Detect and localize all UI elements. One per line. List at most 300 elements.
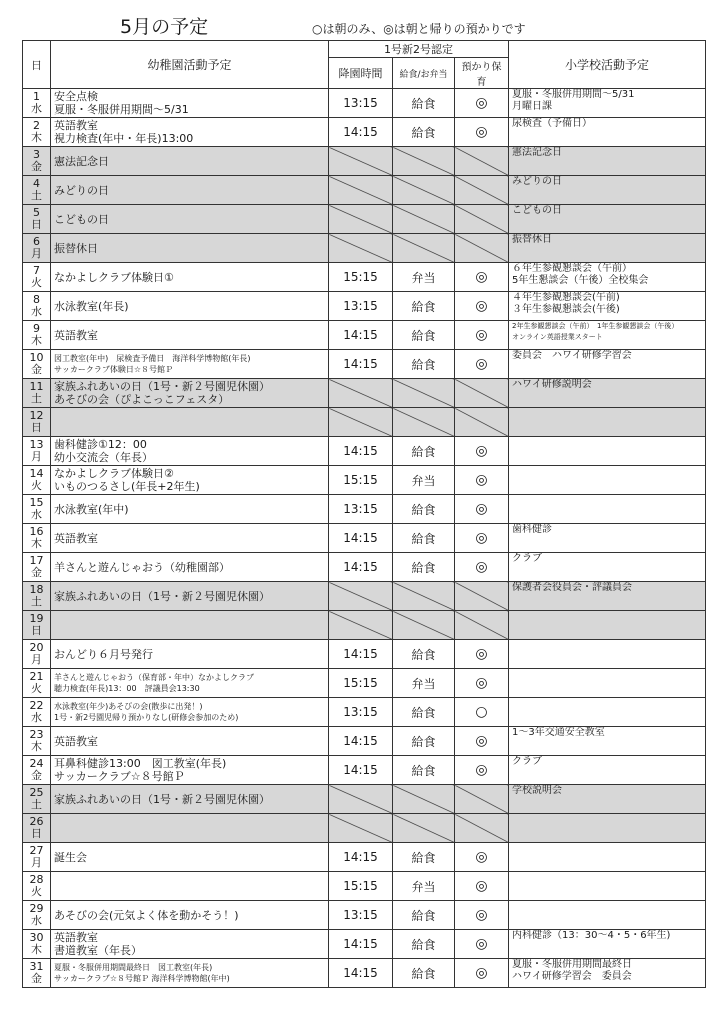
school-activity-cell — [509, 872, 706, 901]
lunch-cell — [393, 408, 455, 437]
day-cell — [23, 437, 51, 466]
kinder-activity-line: 英語教室 — [54, 531, 98, 545]
lunch-cell — [393, 611, 455, 640]
lunch-cell: 給食 — [393, 930, 455, 959]
day-number: 13 — [29, 438, 44, 451]
school-activity-line: みどりの日 — [512, 176, 563, 187]
day-number: 18 — [29, 583, 44, 596]
kinder-activity-line: 夏服・冬服併用期間〜5/31 — [54, 103, 189, 116]
day-number: 2 — [33, 119, 40, 132]
school-activity-cell — [509, 292, 706, 321]
day-of-week: 火 — [31, 682, 42, 695]
kinder-activity-line: 書道教室（年長） — [54, 944, 142, 957]
school-activity-line: クラブ — [512, 553, 543, 564]
kinder-activity-line: 夏服・冬服併用期間最終日 図工教室(年長) — [54, 963, 213, 972]
day-of-week: 土 — [31, 798, 42, 811]
childcare-cell: ○ — [455, 698, 509, 727]
school-activity-line: こどもの日 — [512, 205, 563, 216]
day-cell — [23, 959, 51, 988]
school-activity-line: 月曜日課 — [512, 101, 553, 112]
kinder-activity-cell — [51, 147, 329, 176]
dismissal-time-cell — [329, 785, 393, 814]
kinder-activity-line: 振替休日 — [54, 241, 98, 255]
schedule-row — [23, 785, 706, 814]
day-number: 29 — [29, 902, 44, 915]
dismissal-time-cell — [329, 582, 393, 611]
day-of-week: 月 — [31, 450, 42, 463]
childcare-cell: ◎ — [455, 524, 509, 553]
day-cell — [23, 147, 51, 176]
dismissal-time-cell — [329, 205, 393, 234]
lunch-cell — [393, 814, 455, 843]
kinder-activity-line: 英語教室 — [54, 931, 98, 944]
kinder-activity-cell — [51, 959, 329, 988]
schedule-row — [23, 379, 706, 408]
schedule-row — [23, 205, 706, 234]
dismissal-time-cell: 13:15 — [329, 292, 393, 321]
schedule-row — [23, 727, 706, 756]
school-activity-line: ハワイ研修説明会 — [512, 379, 592, 390]
day-of-week: 土 — [31, 392, 42, 405]
kinder-activity-cell — [51, 640, 329, 669]
kinder-activity-line: みどりの日 — [54, 183, 109, 197]
school-activity-cell — [509, 437, 706, 466]
school-activity-line: オンライン英語授業スタート — [512, 333, 603, 341]
day-of-week: 火 — [31, 276, 42, 289]
kinder-activity-line: おんどり６月号発行 — [54, 647, 153, 661]
schedule-row — [23, 669, 706, 698]
dismissal-time-cell — [329, 408, 393, 437]
schedule-row — [23, 959, 706, 988]
childcare-cell: ◎ — [455, 89, 509, 118]
day-number: 27 — [29, 844, 44, 857]
kinder-activity-cell — [51, 408, 329, 437]
kinder-activity-line: 英語教室 — [54, 119, 98, 132]
school-activity-line: 歯科健診 — [512, 524, 553, 535]
lunch-cell — [393, 205, 455, 234]
dismissal-time-cell: 15:15 — [329, 263, 393, 292]
day-number: 16 — [29, 525, 44, 538]
kinder-activity-line: 1号・新2号園児帰り預かりなし(研修会参加のため) — [54, 713, 239, 722]
lunch-cell: 給食 — [393, 698, 455, 727]
day-cell — [23, 698, 51, 727]
school-activity-line: 尿検査（予備日） — [512, 118, 593, 129]
schedule-row — [23, 350, 706, 379]
kinder-activity-line: 家族ふれあいの日（1号・新２号園児休園） — [54, 380, 270, 393]
kinder-activity-cell — [51, 437, 329, 466]
schedule-row — [23, 843, 706, 872]
school-activity-cell — [509, 89, 706, 118]
day-cell — [23, 205, 51, 234]
lunch-cell: 給食 — [393, 437, 455, 466]
day-cell — [23, 524, 51, 553]
schedule-row — [23, 437, 706, 466]
schedule-row — [23, 495, 706, 524]
kinder-activity-line: 家族ふれあいの日（1号・新２号園児休園） — [54, 792, 270, 806]
school-activity-line: 内科健診（13：30〜4・5・6年生) — [512, 930, 671, 941]
school-activity-line: 2年生参観懇談会（午前） 1年生参観懇談会（午後） — [512, 322, 679, 330]
kinder-activity-cell — [51, 901, 329, 930]
lunch-cell: 給食 — [393, 292, 455, 321]
header-day: 日 — [23, 41, 51, 89]
dismissal-time-cell: 15:15 — [329, 872, 393, 901]
childcare-cell: ◎ — [455, 263, 509, 292]
lunch-cell — [393, 379, 455, 408]
day-of-week: 月 — [31, 653, 42, 666]
day-of-week: 日 — [31, 421, 42, 434]
dismissal-time-cell — [329, 234, 393, 263]
day-of-week: 水 — [31, 508, 42, 521]
page-title: 5月の予定 — [120, 16, 209, 38]
schedule-row — [23, 292, 706, 321]
dismissal-time-cell: 14:15 — [329, 727, 393, 756]
kinder-activity-line: サッカークラブ体験日☆８号館Ｐ — [54, 365, 174, 374]
day-cell — [23, 872, 51, 901]
kinder-activity-cell — [51, 350, 329, 379]
dismissal-time-cell — [329, 147, 393, 176]
kinder-activity-cell — [51, 495, 329, 524]
dismissal-time-cell: 14:15 — [329, 437, 393, 466]
day-number: 20 — [29, 641, 44, 654]
schedule-row — [23, 524, 706, 553]
day-cell — [23, 756, 51, 785]
kinder-activity-cell — [51, 89, 329, 118]
schedule-row — [23, 582, 706, 611]
schedule-row — [23, 814, 706, 843]
day-of-week: 水 — [31, 711, 42, 724]
childcare-cell: ◎ — [455, 466, 509, 495]
day-number: 4 — [33, 177, 40, 190]
lunch-cell — [393, 147, 455, 176]
day-of-week: 水 — [31, 305, 42, 318]
kinder-activity-line: 羊さんと遊んじゃおう（保育部・年中）なかよしクラブ — [54, 673, 254, 682]
school-activity-line: ３年生参観懇談会(午後) — [512, 304, 620, 315]
school-activity-cell — [509, 234, 706, 263]
kinder-activity-cell — [51, 814, 329, 843]
lunch-cell: 給食 — [393, 959, 455, 988]
lunch-cell: 給食 — [393, 553, 455, 582]
day-cell — [23, 118, 51, 147]
school-activity-line: 1〜3年交通安全教室 — [512, 727, 605, 738]
school-activity-cell — [509, 263, 706, 292]
kinder-activity-line: こどもの日 — [54, 212, 109, 226]
childcare-cell: ◎ — [455, 872, 509, 901]
schedule-row — [23, 611, 706, 640]
lunch-cell: 給食 — [393, 350, 455, 379]
day-of-week: 金 — [31, 972, 42, 985]
dismissal-time-cell: 14:15 — [329, 524, 393, 553]
kinder-activity-line: 憲法記念日 — [54, 154, 109, 168]
schedule-table — [22, 40, 706, 988]
dismissal-time-cell: 14:15 — [329, 756, 393, 785]
header-dismissal-time: 降園時間 — [329, 58, 393, 89]
kinder-activity-line: 水泳教室(年中) — [54, 502, 129, 516]
day-number: 1 — [33, 90, 40, 103]
header-lunch: 給食/お弁当 — [393, 58, 455, 89]
school-activity-line: 夏服・冬服併用期間〜5/31 — [512, 89, 635, 100]
day-of-week: 水 — [31, 102, 42, 115]
kinder-activity-line: 図工教室(年中) 尿検査予備日 海洋科学博物館(年長) — [54, 354, 251, 363]
day-number: 14 — [29, 467, 44, 480]
kinder-activity-cell — [51, 321, 329, 350]
dismissal-time-cell: 13:15 — [329, 901, 393, 930]
day-of-week: 木 — [31, 943, 42, 956]
dismissal-time-cell: 14:15 — [329, 930, 393, 959]
kinder-activity-cell — [51, 872, 329, 901]
day-cell — [23, 611, 51, 640]
childcare-cell — [455, 205, 509, 234]
childcare-cell: ◎ — [455, 553, 509, 582]
day-cell — [23, 466, 51, 495]
day-of-week: 金 — [31, 566, 42, 579]
header-certification-group: 1号新2号認定 — [329, 41, 509, 58]
schedule-row — [23, 930, 706, 959]
day-of-week: 土 — [31, 595, 42, 608]
school-activity-cell — [509, 756, 706, 785]
school-activity-cell — [509, 640, 706, 669]
dismissal-time-cell: 14:15 — [329, 350, 393, 379]
school-activity-cell — [509, 930, 706, 959]
day-cell — [23, 292, 51, 321]
day-of-week: 日 — [31, 218, 42, 231]
childcare-cell: ◎ — [455, 495, 509, 524]
school-activity-line: 委員会 ハワイ研修学習会 — [512, 350, 632, 361]
day-number: 11 — [29, 380, 44, 393]
lunch-cell: 弁当 — [393, 669, 455, 698]
day-number: 17 — [29, 554, 44, 567]
kinder-activity-cell — [51, 176, 329, 205]
kinder-activity-line: 視力検査(年中・年長)13:00 — [54, 132, 194, 145]
lunch-cell: 弁当 — [393, 263, 455, 292]
day-number: 19 — [29, 612, 44, 625]
childcare-cell — [455, 147, 509, 176]
childcare-cell: ◎ — [455, 930, 509, 959]
kinder-activity-cell — [51, 582, 329, 611]
day-number: 21 — [29, 670, 44, 683]
childcare-cell: ◎ — [455, 437, 509, 466]
day-cell — [23, 321, 51, 350]
day-number: 8 — [33, 293, 40, 306]
day-number: 3 — [33, 148, 40, 161]
day-of-week: 日 — [31, 827, 42, 840]
school-activity-cell — [509, 524, 706, 553]
dismissal-time-cell: 14:15 — [329, 640, 393, 669]
kinder-activity-line: 水泳教室(年少)あそびの会(散歩に出発！) — [54, 702, 203, 711]
dismissal-time-cell: 14:15 — [329, 959, 393, 988]
day-cell — [23, 901, 51, 930]
school-activity-line: 振替休日 — [512, 234, 553, 245]
lunch-cell: 給食 — [393, 321, 455, 350]
schedule-row — [23, 640, 706, 669]
schedule-row — [23, 89, 706, 118]
kinder-activity-line: 英語教室 — [54, 328, 98, 342]
day-cell — [23, 582, 51, 611]
kinder-activity-cell — [51, 553, 329, 582]
childcare-cell — [455, 408, 509, 437]
school-activity-cell — [509, 611, 706, 640]
dismissal-time-cell: 15:15 — [329, 466, 393, 495]
lunch-cell: 給食 — [393, 524, 455, 553]
childcare-cell — [455, 234, 509, 263]
kinder-activity-cell — [51, 466, 329, 495]
day-of-week: 木 — [31, 131, 42, 144]
lunch-cell — [393, 582, 455, 611]
school-activity-cell — [509, 785, 706, 814]
kinder-activity-line: サッカークラブ☆８号館Ｐ — [54, 770, 185, 783]
school-activity-cell — [509, 814, 706, 843]
schedule-row — [23, 466, 706, 495]
kinder-activity-line: 羊さんと遊んじゃおう（幼稚園部） — [54, 560, 230, 574]
dismissal-time-cell — [329, 176, 393, 205]
schedule-row — [23, 408, 706, 437]
dismissal-time-cell: 13:15 — [329, 89, 393, 118]
school-activity-line: 学校説明会 — [512, 785, 563, 796]
lunch-cell — [393, 785, 455, 814]
kinder-activity-cell — [51, 263, 329, 292]
childcare-cell — [455, 582, 509, 611]
dismissal-time-cell: 14:15 — [329, 843, 393, 872]
school-activity-cell — [509, 466, 706, 495]
schedule-row — [23, 756, 706, 785]
school-activity-line: 夏服・冬服併用期間最終日 — [512, 959, 633, 970]
kinder-activity-cell — [51, 379, 329, 408]
kinder-activity-cell — [51, 785, 329, 814]
day-of-week: 金 — [31, 160, 42, 173]
lunch-cell: 弁当 — [393, 872, 455, 901]
kinder-activity-cell — [51, 524, 329, 553]
schedule-row — [23, 118, 706, 147]
childcare-cell — [455, 379, 509, 408]
day-cell — [23, 640, 51, 669]
schedule-row — [23, 234, 706, 263]
day-of-week: 金 — [31, 363, 42, 376]
day-cell — [23, 843, 51, 872]
lunch-cell: 給食 — [393, 756, 455, 785]
childcare-cell: ◎ — [455, 959, 509, 988]
school-activity-cell — [509, 901, 706, 930]
day-cell — [23, 263, 51, 292]
childcare-cell — [455, 814, 509, 843]
childcare-cell: ◎ — [455, 756, 509, 785]
schedule-row — [23, 263, 706, 292]
kinder-activity-line: 歯科健診①12：00 — [54, 438, 147, 451]
kinder-activity-cell — [51, 930, 329, 959]
day-cell — [23, 669, 51, 698]
header-childcare: 預かり保育 — [455, 58, 509, 89]
childcare-cell: ◎ — [455, 669, 509, 698]
school-activity-cell — [509, 321, 706, 350]
school-activity-cell — [509, 495, 706, 524]
school-activity-cell — [509, 669, 706, 698]
schedule-row — [23, 176, 706, 205]
kinder-activity-line: 安全点検 — [54, 90, 98, 103]
kinder-activity-line: 幼小交流会（年長） — [54, 451, 153, 464]
childcare-cell: ◎ — [455, 321, 509, 350]
childcare-cell — [455, 611, 509, 640]
header-school-activities: 小学校活動予定 — [509, 41, 706, 89]
day-number: 23 — [29, 728, 44, 741]
day-number: 7 — [33, 264, 40, 277]
day-cell — [23, 89, 51, 118]
school-activity-cell — [509, 843, 706, 872]
header-kinder-activities: 幼稚園活動予定 — [51, 41, 329, 89]
school-activity-cell — [509, 727, 706, 756]
day-number: 26 — [29, 815, 44, 828]
childcare-cell: ◎ — [455, 640, 509, 669]
kinder-activity-line: 水泳教室(年長) — [54, 299, 129, 313]
lunch-cell: 給食 — [393, 495, 455, 524]
day-cell — [23, 379, 51, 408]
day-of-week: 月 — [31, 856, 42, 869]
day-number: 28 — [29, 873, 44, 886]
kinder-activity-cell — [51, 234, 329, 263]
dismissal-time-cell: 13:15 — [329, 495, 393, 524]
kinder-activity-line: なかよしクラブ体験日② — [54, 467, 174, 480]
dismissal-time-cell: 14:15 — [329, 321, 393, 350]
school-activity-cell — [509, 205, 706, 234]
kinder-activity-line: いものつるさし(年長+2年生) — [54, 480, 200, 493]
day-cell — [23, 727, 51, 756]
childcare-cell: ◎ — [455, 350, 509, 379]
kinder-activity-cell — [51, 205, 329, 234]
day-number: 24 — [29, 757, 44, 770]
schedule-row — [23, 553, 706, 582]
childcare-cell: ◎ — [455, 292, 509, 321]
lunch-cell: 給食 — [393, 118, 455, 147]
day-cell — [23, 176, 51, 205]
kinder-activity-cell — [51, 611, 329, 640]
school-activity-cell — [509, 408, 706, 437]
day-cell — [23, 814, 51, 843]
lunch-cell: 給食 — [393, 727, 455, 756]
day-number: 6 — [33, 235, 40, 248]
school-activity-cell — [509, 379, 706, 408]
school-activity-cell — [509, 147, 706, 176]
school-activity-line: 5年生懇談会（午後）全校集会 — [512, 275, 649, 286]
childcare-cell: ◎ — [455, 901, 509, 930]
day-cell — [23, 234, 51, 263]
schedule-row — [23, 321, 706, 350]
kinder-activity-cell — [51, 118, 329, 147]
school-activity-cell — [509, 118, 706, 147]
day-number: 10 — [29, 351, 44, 364]
day-of-week: 木 — [31, 334, 42, 347]
lunch-cell: 給食 — [393, 640, 455, 669]
schedule-row — [23, 872, 706, 901]
kinder-activity-line: 誕生会 — [54, 850, 87, 864]
day-of-week: 金 — [31, 769, 42, 782]
dismissal-time-cell — [329, 379, 393, 408]
day-number: 25 — [29, 786, 44, 799]
schedule-row — [23, 147, 706, 176]
school-activity-cell — [509, 350, 706, 379]
kinder-activity-cell — [51, 843, 329, 872]
dismissal-time-cell: 15:15 — [329, 669, 393, 698]
dismissal-time-cell: 14:15 — [329, 553, 393, 582]
school-activity-cell — [509, 553, 706, 582]
day-cell — [23, 553, 51, 582]
schedule-row — [23, 901, 706, 930]
childcare-cell — [455, 785, 509, 814]
school-activity-line: クラブ — [512, 756, 543, 767]
day-of-week: 火 — [31, 885, 42, 898]
day-number: 30 — [29, 931, 44, 944]
school-activity-line: 保護者会役員会・評議員会 — [512, 582, 633, 593]
kinder-activity-line: 聴力検査(年長)13：00 評議員会13:30 — [54, 684, 200, 693]
lunch-cell — [393, 234, 455, 263]
day-of-week: 日 — [31, 624, 42, 637]
kinder-activity-line: 家族ふれあいの日（1号・新２号園児休園） — [54, 589, 270, 603]
